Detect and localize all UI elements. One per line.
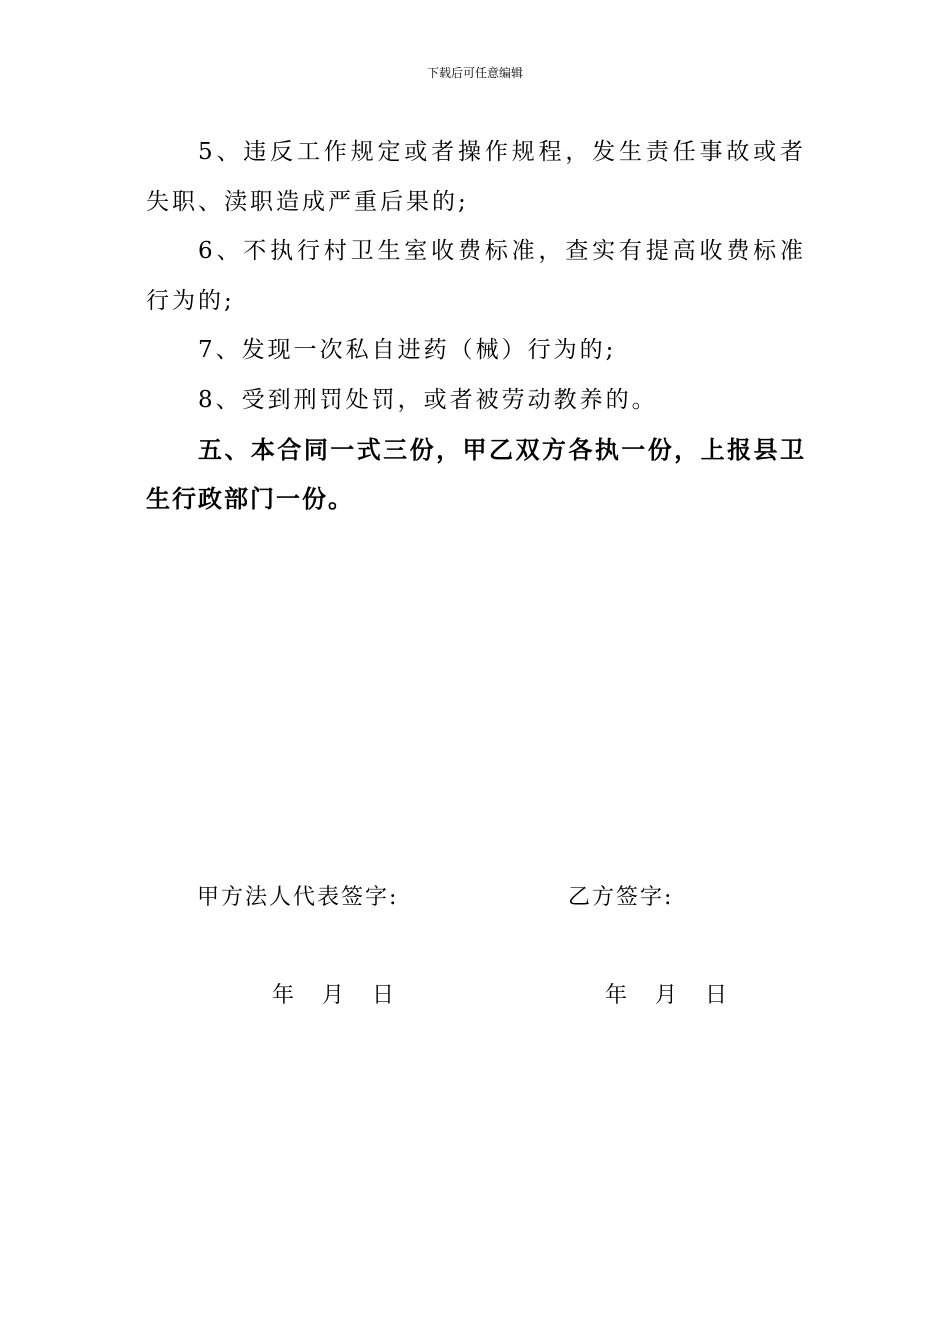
- party-b-signature-label: 乙方签字:: [568, 885, 674, 910]
- clause-item-8: 8、受到刑罚处罚，或者被劳动教养的。: [198, 386, 658, 413]
- page-header-note: 下载后可任意编辑: [426, 66, 523, 80]
- contract-body: [146, 128, 806, 525]
- clause-item-5: 5、违反工作规定或者操作规程，发生责任事故或者失职、渎职造成严重后果的;: [146, 139, 806, 215]
- party-a-signature-label: 甲方法人代表签字:: [197, 885, 399, 910]
- party-a-date: 年 月 日: [272, 983, 394, 1008]
- clause-five-copies: 五、本合同一式三份，甲乙双方各执一份，上报县卫生行政部门一份。: [146, 435, 806, 514]
- clause-item-7: 7、发现一次私自进药（械）行为的;: [198, 337, 617, 364]
- party-b-date: 年 月 日: [605, 983, 727, 1008]
- clause-item-6: 6、不执行村卫生室收费标准，查实有提高收费标准行为的;: [146, 238, 806, 314]
